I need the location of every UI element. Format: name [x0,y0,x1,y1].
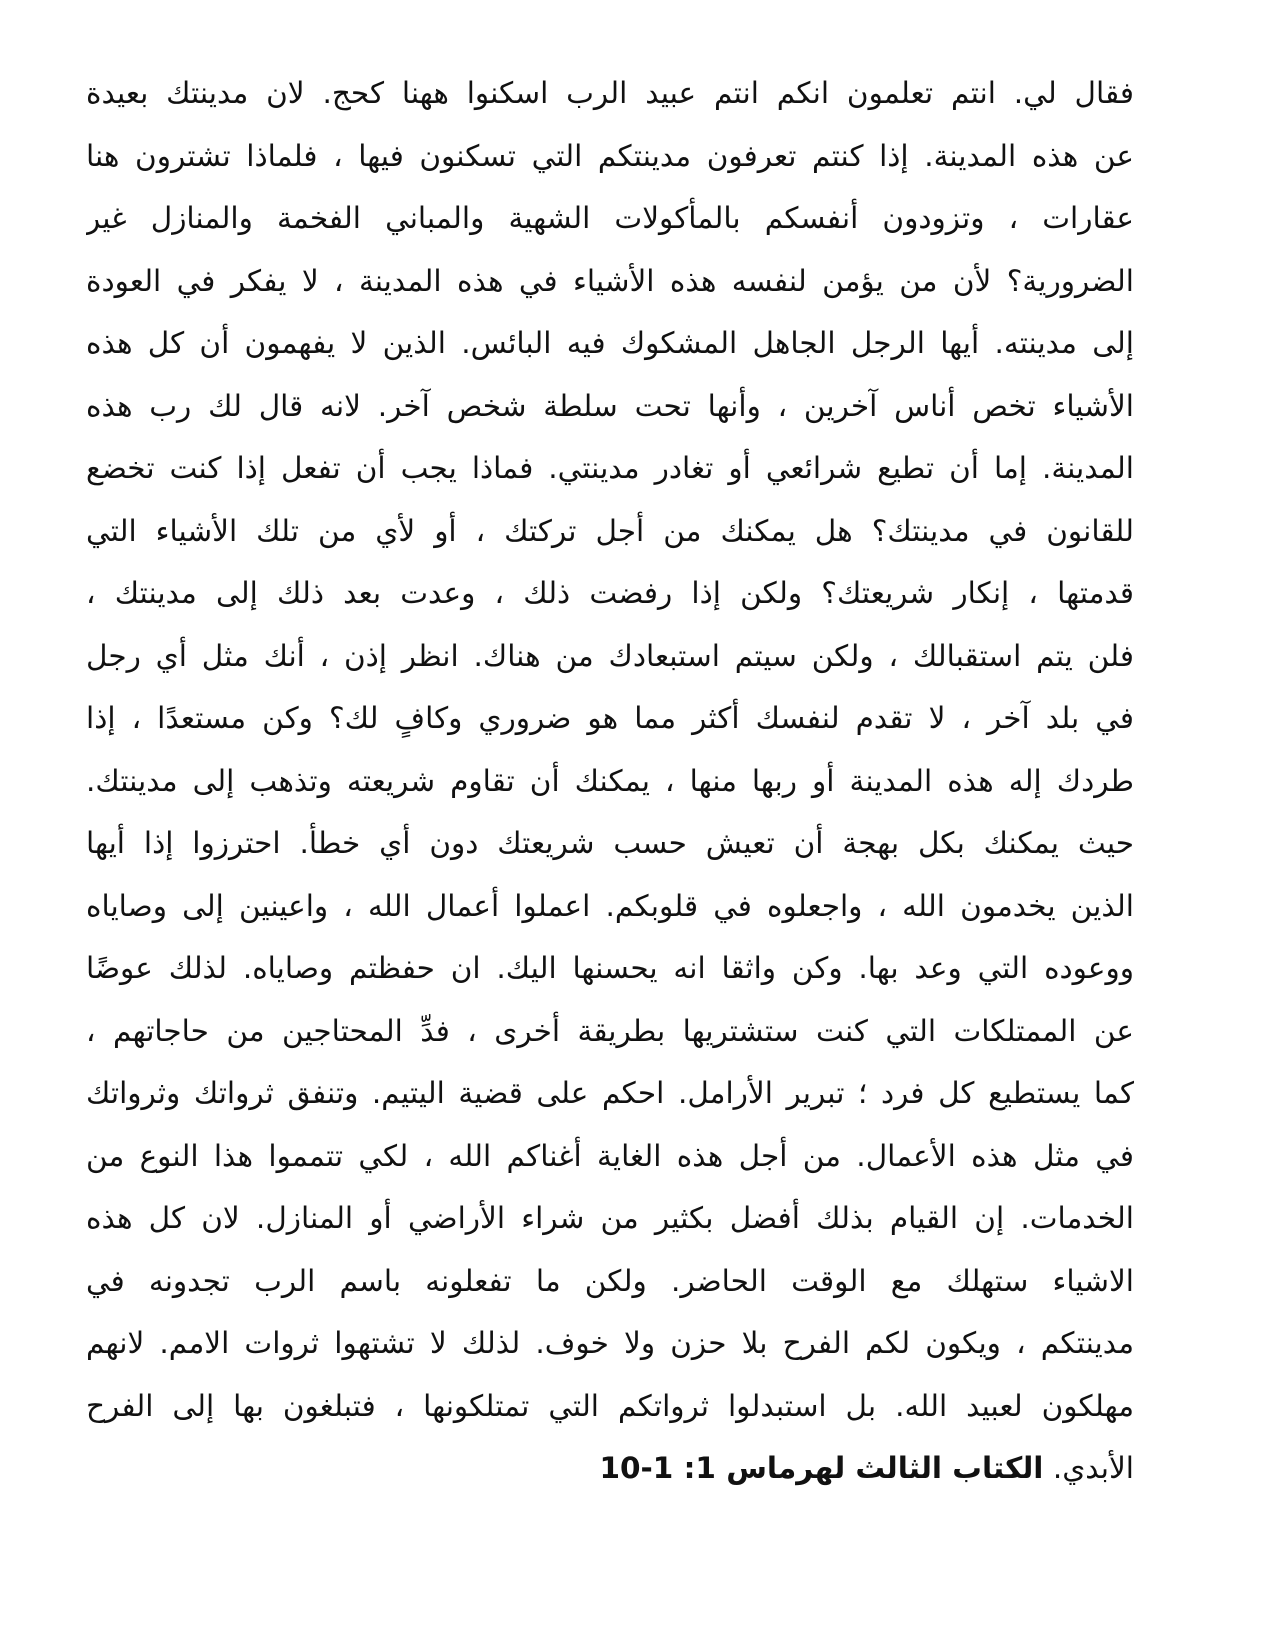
text-line-17: كما يستطيع كل فرد ؛ تبرير الأرامل. احكم على قضية اليتيم. وتنفق ثرواتك وثرواتك [86,1076,1134,1110]
text-line-18: في مثل هذه الأعمال. من أجل هذه الغاية أغناكم الله ، لكي تتمموا هذا النوع من [86,1138,1134,1173]
text-line-9: قدمتها ، إنكار شريعتك؟ ولكن إذا رفضت ذلك ، وعدت بعد ذلك إلى مدينتك ، [86,576,1134,610]
text-line-4: الضرورية؟ لأن من يؤمن لنفسه هذه الأشياء في هذه المدينة ، لا يفكر في العودة [86,263,1134,298]
text-line-15: ووعوده التي وعد بها. وكن واثقا انه يحسنها اليك. ان حفظتم وصاياه. لذلك عوضًا [86,951,1134,985]
text-line-20: الاشياء ستهلك مع الوقت الحاضر. ولكن ما تفعلونه باسم الرب تجدونه في [86,1263,1134,1298]
text-line-21: مدينتكم ، ويكون لكم الفرح بلا حزن ولا خوف. لذلك لا تشتهوا ثروات الامم. لانهم [86,1326,1134,1360]
text-line-22: مهلكون لعبيد الله. بل استبدلوا ثرواتكم التي تمتلكونها ، فتبلغون بها إلى الفرح [86,1388,1134,1423]
text-line-14: الذين يخدمون الله ، واجعلوه في قلوبكم. اعملوا أعمال الله ، واعينين إلى وصاياه [86,888,1134,923]
text-line-5: إلى مدينته. أيها الرجل الجاهل المشكوك فيه البائس. الذين لا يفهمون أن كل هذه [86,326,1134,360]
text-line-10: فلن يتم استقبالك ، ولكن سيتم استبعادك من هناك. انظر إذن ، أنك مثل أي رجل [86,638,1134,673]
text-line-2: عن هذه المدينة. إذا كنتم تعرفون مدينتكم التي تسكنون فيها ، فلماذا تشترون هنا [86,138,1134,173]
text-line-13: حيث يمكنك بكل بهجة أن تعيش حسب شريعتك دون أي خطأ. احترزوا إذا أيها [86,826,1134,860]
document-page [86,62,1134,1500]
text-line-3: عقارات ، وتزودون أنفسكم بالمأكولات الشهية والمباني الفخمة والمنازل غير [86,201,1134,235]
text-line-8: للقانون في مدينتك؟ هل يمكنك من أجل تركتك ، أو لأي من تلك الأشياء التي [86,513,1134,548]
text-line-19: الخدمات. إن القيام بذلك أفضل بكثير من شراء الأراضي أو المنازل. لان كل هذه [86,1201,1134,1235]
citation-reference: الكتاب الثالث لهرماس 1: 1-10 [599,1451,1044,1485]
final-text: الأبدي. [1052,1451,1134,1485]
text-line-16: عن الممتلكات التي كنت ستشتريها بطريقة أخرى ، فدِّ المحتاجين من حاجاتهم ، [86,1013,1134,1048]
text-line-11: في بلد آخر ، لا تقدم لنفسك أكثر مما هو ضروري وكافٍ لك؟ وكن مستعدًا ، إذا [86,701,1134,735]
text-line-23 [86,1437,1134,1500]
text-line-7: المدينة. إما أن تطيع شرائعي أو تغادر مدينتي. فماذا يجب أن تفعل إذا كنت تخضع [86,451,1134,485]
text-line-1: فقال لي. انتم تعلمون انكم انتم عبيد الرب اسكنوا ههنا كحج. لان مدينتك بعيدة [86,76,1134,110]
text-line-12: طردك إله هذه المدينة أو ربها منها ، يمكنك أن تقاوم شريعته وتذهب إلى مدينتك. [86,763,1134,798]
text-line-6: الأشياء تخص أناس آخرين ، وأنها تحت سلطة شخص آخر. لانه قال لك رب هذه [86,388,1134,423]
